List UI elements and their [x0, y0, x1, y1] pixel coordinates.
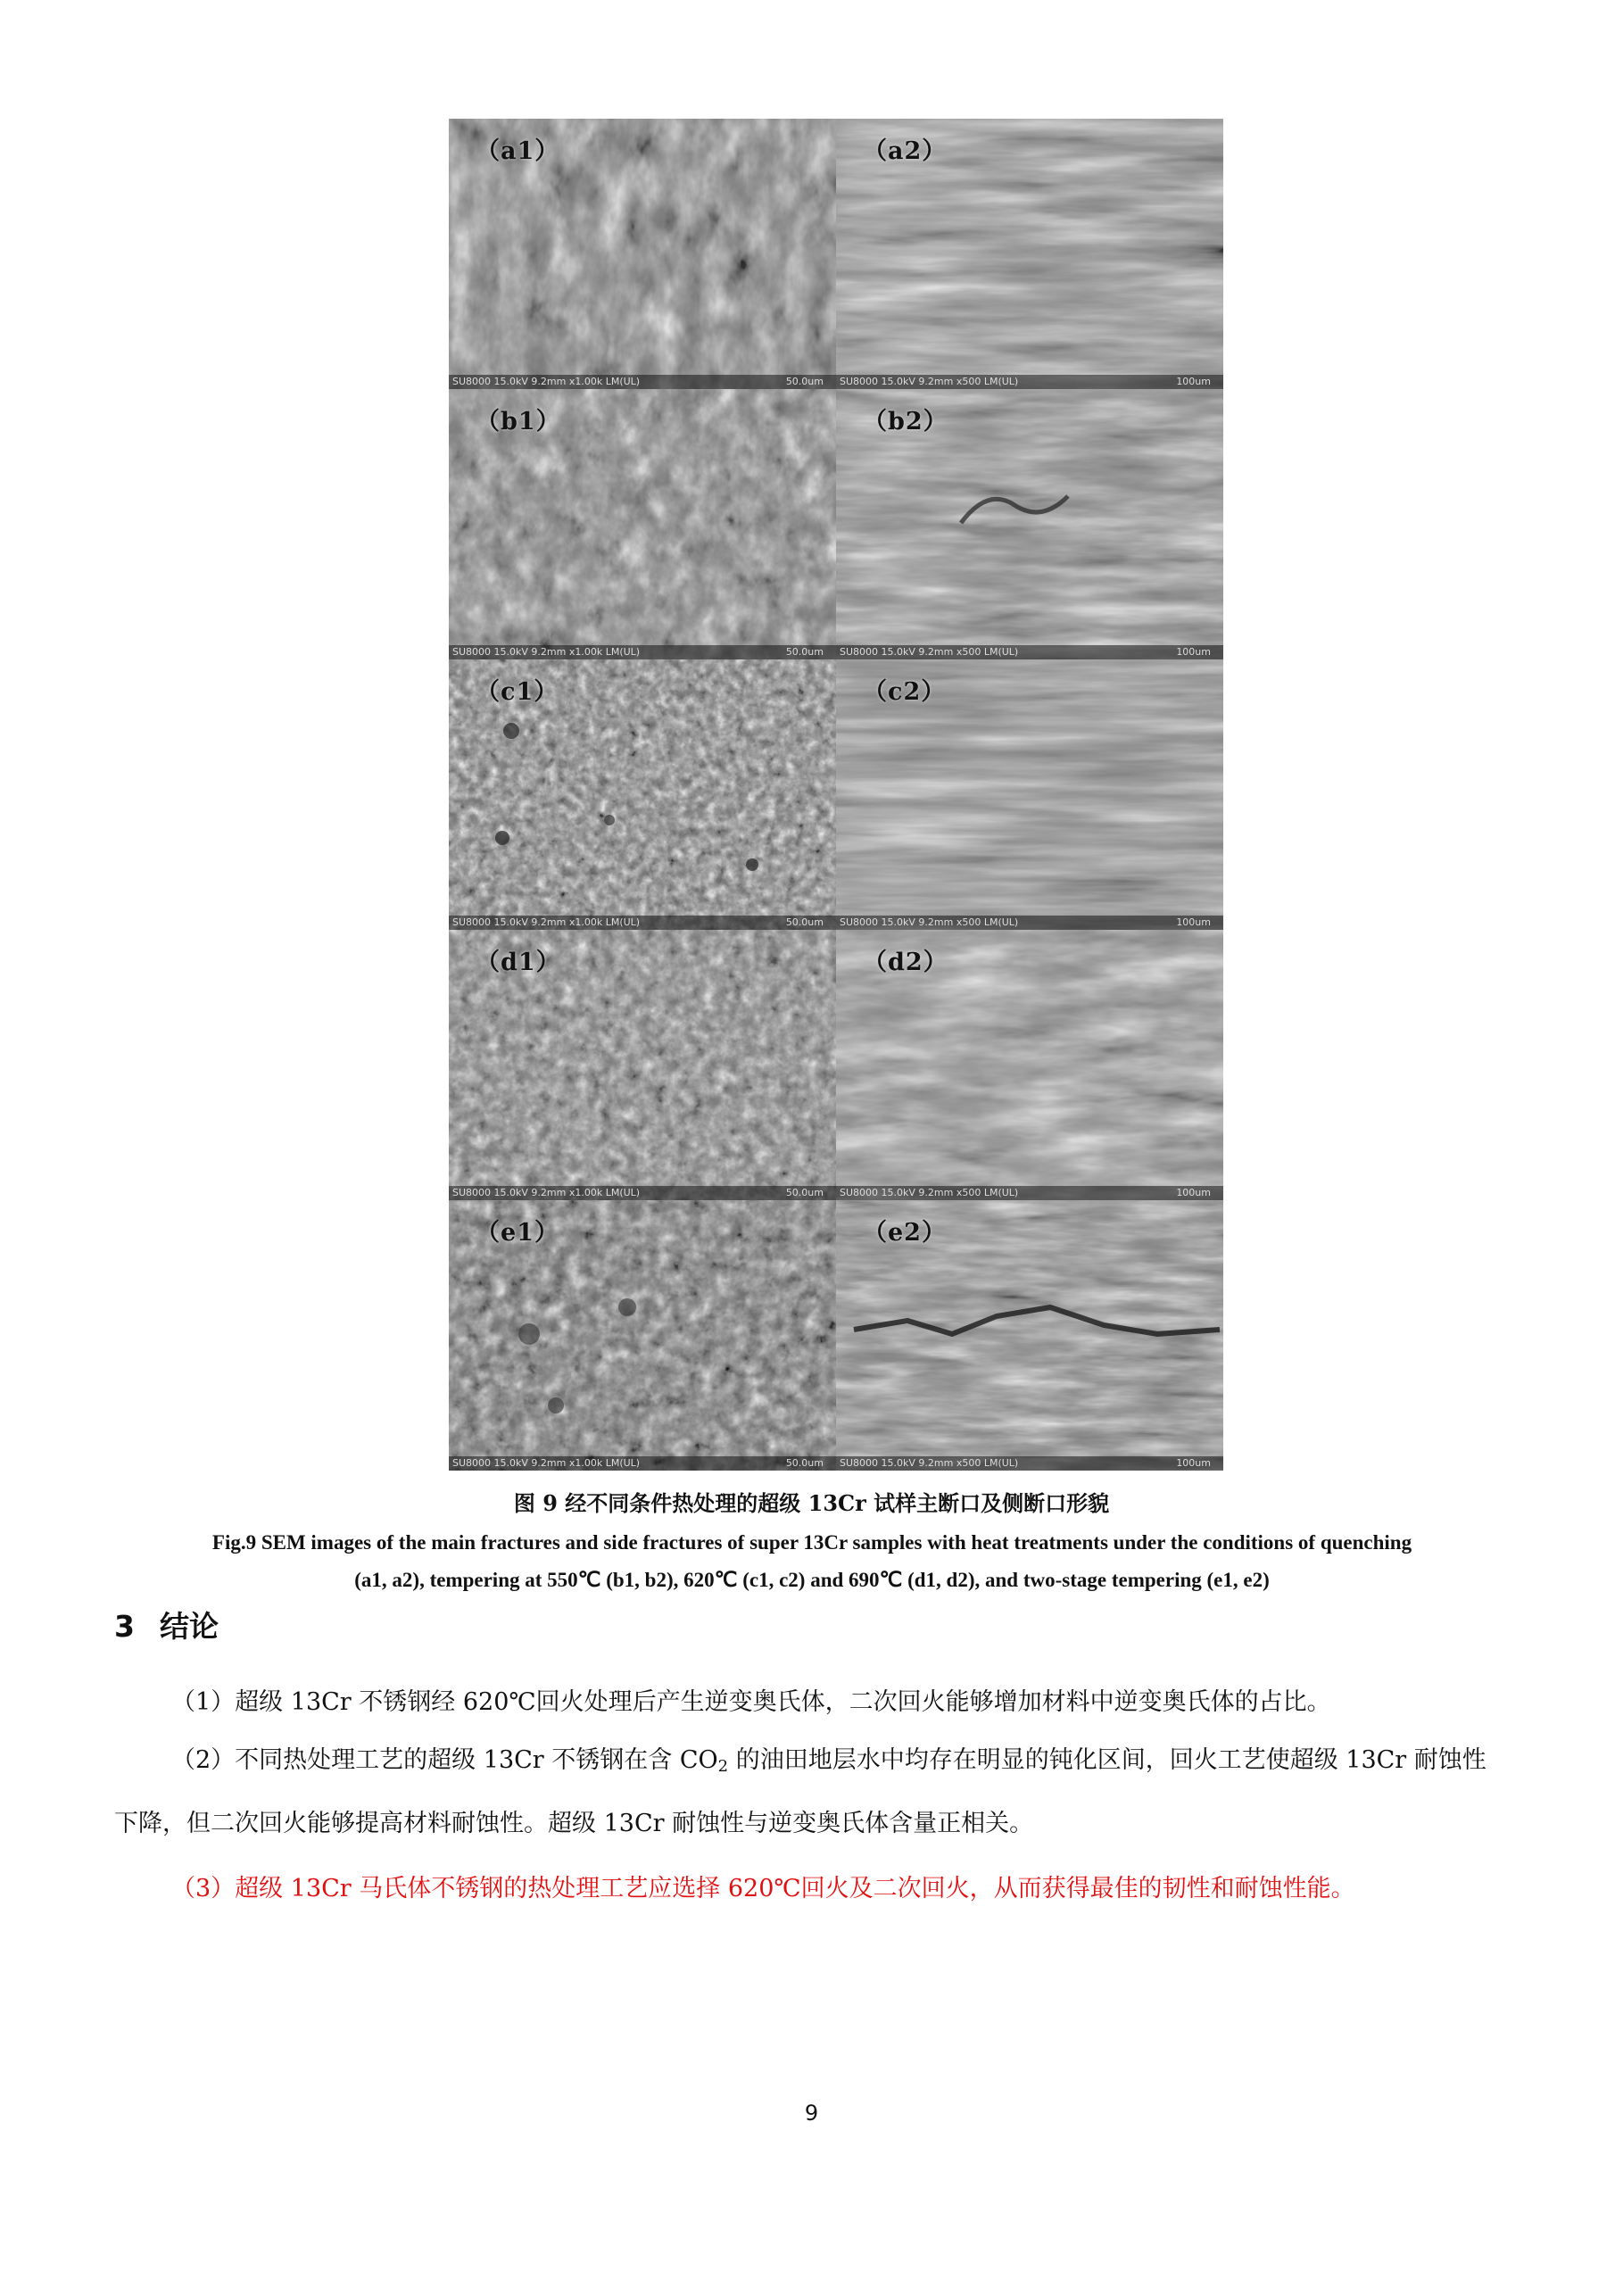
sem-info-bar [836, 375, 1223, 389]
scale-length: 100um [1176, 646, 1211, 658]
sem-meta: SU8000 15.0kV 9.2mm x1.00k LM(UL) [452, 646, 641, 658]
paragraph-text: （1）超级 13Cr 不锈钢经 620℃回火处理后产生逆变奥氏体，二次回火能够增加材料中逆变奥氏体的占比。 [171, 1688, 1331, 1716]
section-heading [114, 1604, 219, 1645]
panel-label: （b1） [476, 408, 561, 435]
sem-info-bar [449, 1456, 836, 1471]
paragraph-text-part-2: 的油田地层水中均存在明显的钝化区间，回火工艺使超级 13Cr 耐蚀性下降，但二次回火能够提高材料耐蚀性。超级 13Cr 耐蚀性与逆变奥氏体含量正相关。 [114, 1746, 1486, 1837]
sem-panel-d2 [836, 930, 1223, 1200]
sem-info-bar [449, 645, 836, 659]
scale-length: 50.0um [785, 1457, 824, 1469]
sem-panel-a1 [449, 119, 836, 389]
sem-panel-b2 [836, 389, 1223, 659]
sem-meta: SU8000 15.0kV 9.2mm x500 LM(UL) [840, 1187, 1019, 1198]
sem-meta: SU8000 15.0kV 9.2mm x1.00k LM(UL) [452, 1457, 641, 1469]
panel-label: （a2） [863, 137, 948, 165]
sem-meta: SU8000 15.0kV 9.2mm x1.00k LM(UL) [452, 1187, 641, 1198]
scale-length: 50.0um [785, 916, 824, 928]
sem-info-bar [836, 1186, 1223, 1200]
sem-info-bar [449, 1186, 836, 1200]
subscript-two: 2 [717, 1757, 729, 1776]
panel-label: （c2） [863, 678, 947, 706]
sem-panel-a2 [836, 119, 1223, 389]
sem-info-bar [836, 645, 1223, 659]
section-number: 3 [114, 1609, 135, 1644]
section-title: 结论 [159, 1609, 219, 1644]
sem-panel-e2 [836, 1200, 1223, 1471]
sem-meta: SU8000 15.0kV 9.2mm x500 LM(UL) [840, 916, 1019, 928]
page-number: 9 [804, 2101, 819, 2126]
scale-length: 100um [1176, 1457, 1211, 1469]
paragraph-text: （3）超级 13Cr 马氏体不锈钢的热处理工艺应选择 620℃回火及二次回火，从而获得最佳的韧性和耐蚀性能。 [171, 1875, 1355, 1902]
sem-info-bar [449, 375, 836, 389]
sem-meta: SU8000 15.0kV 9.2mm x500 LM(UL) [840, 1457, 1019, 1469]
scale-length: 50.0um [785, 646, 824, 658]
sem-panel-b1 [449, 389, 836, 659]
figure-caption-chinese: 图 9 经不同条件热处理的超级 13Cr 试样主断口及侧断口形貌 [513, 1490, 1110, 1516]
panel-label: （a1） [476, 137, 560, 165]
sem-meta: SU8000 15.0kV 9.2mm x500 LM(UL) [840, 646, 1019, 658]
sem-panel-e1 [449, 1200, 836, 1471]
conclusion-paragraph-3-highlighted [114, 1861, 1510, 1918]
conclusion-paragraph-1 [114, 1674, 1510, 1731]
figure-caption-english: Fig.9 SEM images of the main fractures and side fractures of super 13Cr samples with heat treatments under the conditions of quenching (a1, a2), tempering at 550℃ (b1, b2), 620℃ (c1, c2) and 690℃ (d1, d2), and two-stage tempering (e1, e2) [211, 1531, 1412, 1591]
sem-info-bar [449, 916, 836, 930]
sem-panel-c1 [449, 659, 836, 930]
sem-meta: SU8000 15.0kV 9.2mm x500 LM(UL) [840, 376, 1019, 387]
sem-panel-c2 [836, 659, 1223, 930]
scale-length: 100um [1176, 376, 1211, 387]
sem-info-bar [836, 916, 1223, 930]
panel-label: （b2） [863, 408, 948, 435]
sem-info-bar [836, 1456, 1223, 1471]
panel-label: （c1） [476, 678, 559, 706]
panel-label: （e1） [476, 1219, 559, 1247]
paragraph-text-part-1: （2）不同热处理工艺的超级 13Cr 不锈钢在含 CO [171, 1746, 718, 1774]
conclusion-paragraph-2 [114, 1732, 1510, 1853]
scale-length: 50.0um [785, 1187, 824, 1198]
scale-length: 100um [1176, 916, 1211, 928]
sem-meta: SU8000 15.0kV 9.2mm x1.00k LM(UL) [452, 916, 641, 928]
panel-label: （d1） [476, 949, 561, 976]
panel-label: （e2） [863, 1219, 947, 1247]
scale-length: 50.0um [785, 376, 824, 387]
scale-length: 100um [1176, 1187, 1211, 1198]
sem-meta: SU8000 15.0kV 9.2mm x1.00k LM(UL) [452, 376, 641, 387]
sem-panel-d1 [449, 930, 836, 1200]
sem-figure [449, 119, 1223, 1471]
panel-label: （d2） [863, 949, 948, 976]
